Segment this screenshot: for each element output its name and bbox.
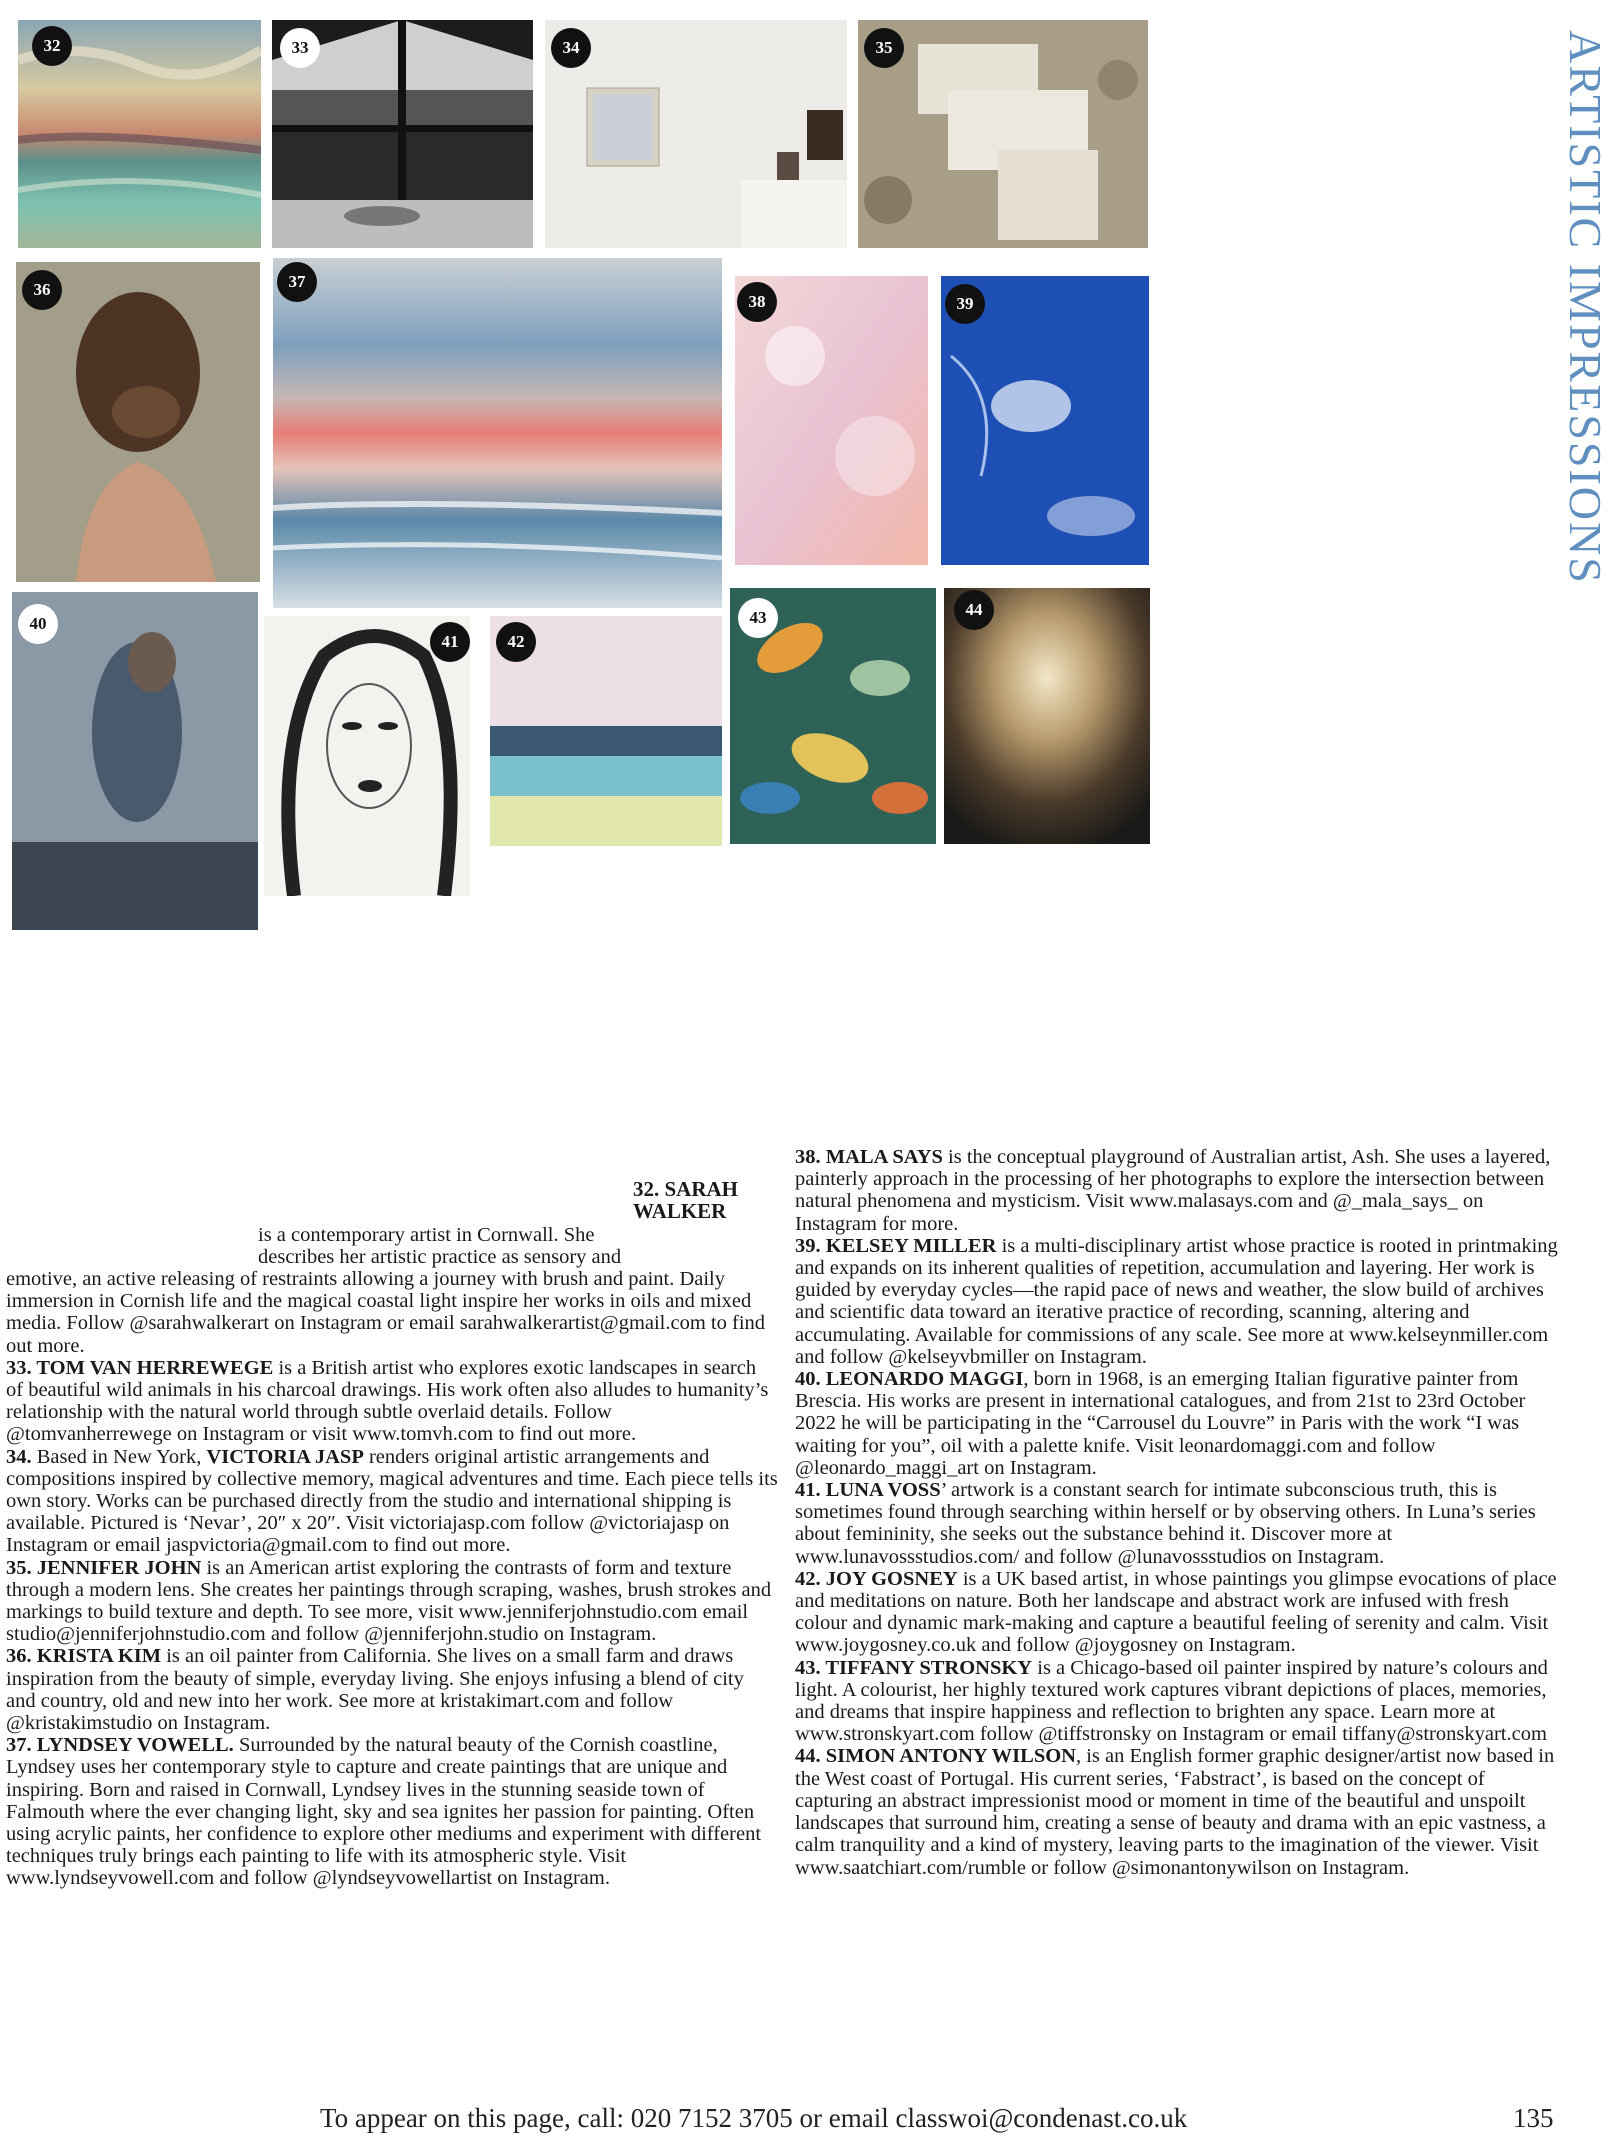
- badge-42: 42: [496, 622, 536, 662]
- entry-40: [795, 1368, 1565, 1479]
- artwork-33-charcoal: [272, 20, 533, 248]
- left-column: [258, 1224, 778, 1268]
- entry-35-name: 35. JENNIFER JOHN: [6, 1556, 202, 1579]
- badge-33: 33: [280, 28, 320, 68]
- artwork-40-figurative: [12, 592, 258, 930]
- badge-40: 40: [18, 604, 58, 644]
- entry-34-num: 34.: [6, 1445, 32, 1468]
- badge-44: 44: [954, 590, 994, 630]
- entry-34: [6, 1446, 778, 1557]
- artwork-36-portrait: [16, 262, 260, 582]
- entry-42-name: 42. JOY GOSNEY: [795, 1567, 958, 1590]
- entry-38-name: 38. MALA SAYS: [795, 1146, 943, 1168]
- entry-44-text: , is an English former graphic designer/artist now based in the West coast of Portugal. His current series, ‘Fabstract’, is based on the concept of capturing an abstract impressionist mood or moment in time of the beautiful and unspoilt landscapes that surround him, creating a sense of beauty and drama with an epic vastness, a calm tranquility and a kind of mystery, leaving parts to the imagination of the viewer. Visit www.saatchiart.com/rumble or follow @simonantonywilson on Instagram.: [795, 1745, 1555, 1879]
- entry-36-name: 36. KRISTA KIM: [6, 1645, 162, 1668]
- page-number: 135: [1513, 2103, 1554, 2133]
- entry-32-name-line1: 32. SARAH: [633, 1177, 739, 1201]
- entry-32-name-line2: WALKER: [633, 1199, 727, 1223]
- badge-36: 36: [22, 270, 62, 310]
- left-column-body: [6, 1268, 778, 1890]
- entry-42-text: is a UK based artist, in whose paintings you glimpse evocations of place and meditations on nature. Both her landscape and abstract work are infused with fresh colour and dynamic mark-making and capture a beautiful feeling of serenity and calm. Visit www.joygosney.co.uk and follow @joygosney on Instagram.: [795, 1567, 1557, 1657]
- entry-41-text: ’ artwork is a constant search for intimate subconscious truth, this is sometimes found through searching within herself or by observing others. In Luna’s series about femininity, she seeks out the substance behind it. Discover more at www.lunavossstudios.com/ and follow @lunavossstudios on Instagram.: [795, 1479, 1536, 1568]
- entry-44-name: 44. SIMON ANTONY WILSON: [795, 1745, 1076, 1768]
- entry-39: [795, 1235, 1565, 1368]
- entry-38: [795, 1146, 1565, 1235]
- entry-40-name: 40. LEONARDO MAGGI: [795, 1368, 1024, 1391]
- entry-38-text: is the conceptual playground of Australian artist, Ash. She uses a layered, painterly approach in the processing of her photographs to explore the intersection between natural phenomena and mysticism. Visit www.malasays.com and @_mala_says_ on Instagram for more.: [795, 1146, 1551, 1235]
- entry-37-name: 37. LYNDSEY VOWELL.: [6, 1734, 234, 1757]
- badge-34: 34: [551, 28, 591, 68]
- entry-41: [795, 1479, 1565, 1568]
- artwork-37-sky: [273, 258, 722, 608]
- entry-33: [6, 1357, 778, 1446]
- entry-41-name: 41. LUNA VOSS: [795, 1479, 941, 1502]
- entry-37: [6, 1734, 778, 1889]
- badge-37: 37: [277, 262, 317, 302]
- entry-43-name: 43. TIFFANY STRONSKY: [795, 1656, 1033, 1679]
- entry-36-text: is an oil painter from California. She lives on a small farm and draws inspiration from the beauty of simple, everyday living. She enjoys infusing a blend of city and country, old and new into her work. See more at kristakimart.com and follow @kristakimstudio on Instagram.: [6, 1645, 744, 1735]
- entry-36: [6, 1645, 778, 1734]
- footer-contact: To appear on this page, call: 020 7152 3705 or email classwoi@condenast.co.uk: [320, 2103, 1188, 2133]
- entry-37-text: Surrounded by the natural beauty of the Cornish coastline, Lyndsey uses her contemporary style to capture and create paintings that are unique and inspiring. Born and raised in Cornwall, Lyndsey lives in the stunning seaside town of Falmouth where the ever changing light, sky and sea ignites her passion for painting. Often using acrylic paints, her confidence to explore other mediums and experiment with different techniques truly brings each painting to life with its atmospheric style. Visit www.lyndseyvowell.com and follow @lyndseyvowellartist on Instagram.: [6, 1734, 762, 1890]
- entry-43-text: is a Chicago-based oil painter inspired by nature’s colours and light. A colourist, her highly textured work captures vibrant depictions of places, memories, and dreams that inspire happiness and reflection to brighten any space. Learn more at www.stronskyart.com follow @tiffstronsky on Instagram or email tiffany@stronskyart.com: [795, 1656, 1548, 1746]
- entry-35: [6, 1557, 778, 1646]
- entry-34-pre: Based in New York,: [31, 1445, 207, 1468]
- artwork-43-leaves: [730, 588, 936, 844]
- badge-43: 43: [738, 598, 778, 638]
- artwork-34-room: [545, 20, 847, 248]
- entry-42: [795, 1568, 1565, 1657]
- entry-43: [795, 1657, 1565, 1746]
- artwork-41-ink-face: [264, 616, 470, 896]
- entry-32-heading: [633, 1178, 738, 1222]
- badge-32: 32: [32, 26, 72, 66]
- section-title: ARTISTIC IMPRESSIONS: [1560, 30, 1611, 585]
- artwork-35-abstract: [858, 20, 1148, 248]
- entry-33-name: 33. TOM VAN HERREWEGE: [6, 1356, 274, 1379]
- entry-34-text: renders original artistic arrangements and compositions inspired by collective memory, magical adventures and time. Each piece tells its own story. Works can be purchased directly from the studio and international shipping is available. Pictured is ‘Nevar’, 20″ x 20″. Visit victoriajasp.com follow @victoriajasp on Instagram or email jaspvictoria@gmail.com to find out more.: [6, 1445, 778, 1557]
- entry-39-name: 39. KELSEY MILLER: [795, 1234, 997, 1257]
- badge-39: 39: [945, 284, 985, 324]
- entry-32-line1: is a contemporary artist in Cornwall. She: [258, 1224, 595, 1246]
- entry-32-line2: describes her artistic practice as sensory and: [258, 1246, 622, 1269]
- badge-38: 38: [737, 282, 777, 322]
- entry-34-name: VICTORIA JASP: [206, 1445, 364, 1468]
- entry-33-text: is a British artist who explores exotic landscapes in search of beautiful wild animals in his charcoal drawings. His work often also alludes to humanity’s relationship with the natural world through subtle overlaid details. Follow @tomvanherrewege on Instagram or visit www.tomvh.com to find out more.: [6, 1356, 769, 1446]
- entry-40-text: , born in 1968, is an emerging Italian figurative painter from Brescia. His works are present in international catalogues, and from 21st to 23rd October 2022 he will be participating in the “Carrousel du Louvre” in Paris with the work “I was waiting for you”, oil with a palette knife. Visit leonardomaggi.com and follow @leonardo_maggi_art on Instagram.: [795, 1368, 1526, 1479]
- artwork-32-seascape: [18, 20, 261, 248]
- entry-39-text: is a multi-disciplinary artist whose practice is rooted in printmaking and expands on its inherent qualities of repetition, accumulation and layering. Her work is guided by everyday cycles—the rapid pace of news and weather, the slow build of archives and scientific data toward an iterative practice of recording, scanning, altering and accumulating. Available for commissions of any scale. See more at www.kelseynmiller.com and follow @kelseyvbmiller on Instagram.: [795, 1234, 1558, 1368]
- artwork-44-luminous: [944, 588, 1150, 844]
- entry-35-text: is an American artist exploring the contrasts of form and texture through a modern lens. She creates her paintings through scraping, washes, brush strokes and markings to build texture and depth. To see more, visit www.jenniferjohnstudio.com email studio@jenniferjohnstudio.com and follow @jenniferjohn.studio on Instagram.: [6, 1556, 772, 1646]
- entry-32-text: emotive, an active releasing of restraints allowing a journey with brush and paint. Daily immersion in Cornish life and the magical coastal light inspire her works in oils and mixed media. Follow @sarahwalkerart on Instagram or email sarahwalkerartist@gmail.com to find out more.: [6, 1268, 766, 1357]
- artwork-39-blue: [941, 276, 1149, 565]
- entry-44: [795, 1745, 1565, 1878]
- right-column: [795, 1146, 1565, 1879]
- artwork-42-landscape: [490, 616, 722, 846]
- badge-41: 41: [430, 622, 470, 662]
- badge-35: 35: [864, 28, 904, 68]
- artwork-38-pink: [735, 276, 928, 565]
